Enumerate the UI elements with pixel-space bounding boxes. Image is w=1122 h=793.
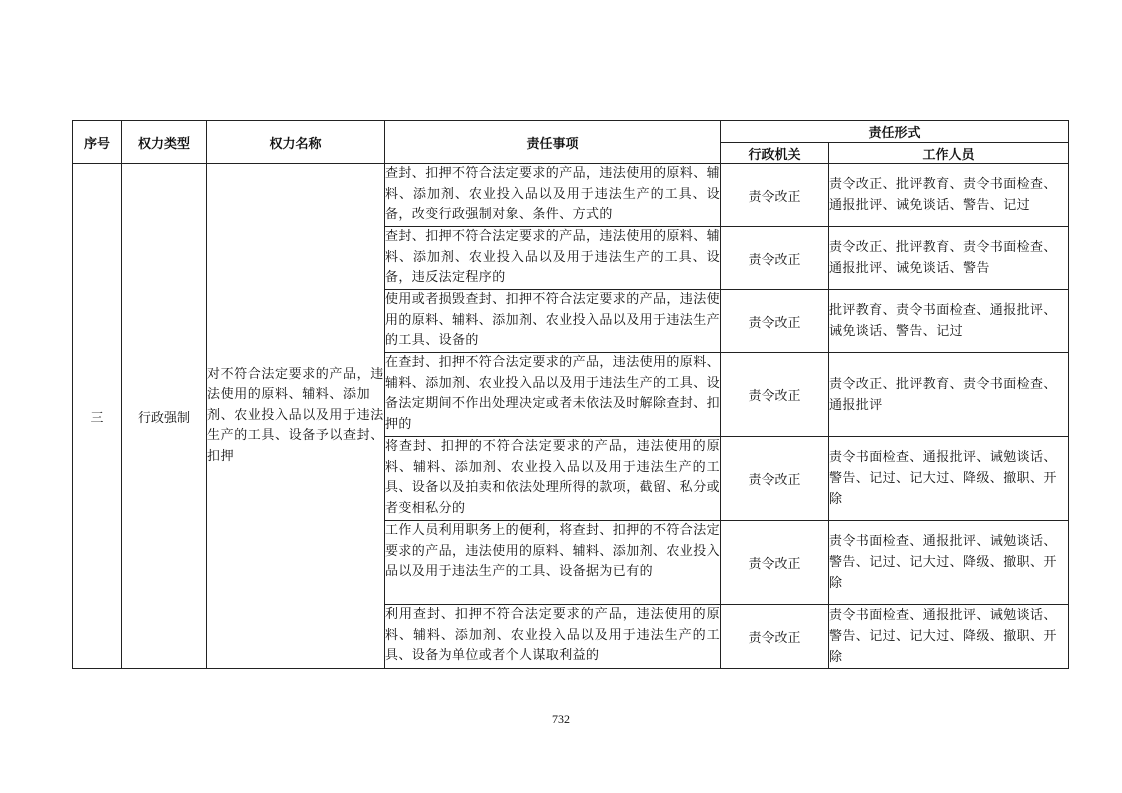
row-staff: 责令书面检查、通报批评、诫勉谈话、警告、记过、记大过、降级、撤职、开除 [829,521,1069,605]
row-matter: 查封、扣押不符合法定要求的产品，违法使用的原料、辅料、添加剂、农业投入品以及用于违法生产的工具、设备，违反法定程序的 [385,227,721,290]
row-org: 责令改正 [721,290,829,353]
header-power-name: 权力名称 [207,121,385,164]
row-matter: 将查封、扣押的不符合法定要求的产品，违法使用的原料、辅料、添加剂、农业投入品以及用于违法生产的工具、设备以及拍卖和依法处理所得的款项，截留、私分或者变相私分的 [385,437,721,521]
header-org: 行政机关 [721,143,829,164]
row-org: 责令改正 [721,521,829,605]
row-staff: 责令书面检查、通报批评、诫勉谈话、警告、记过、记大过、降级、撤职、开除 [829,605,1069,669]
row-org: 责令改正 [721,437,829,521]
table-row [73,164,1069,227]
group-power-name: 对不符合法定要求的产品，违法使用的原料、辅料、添加剂、农业投入品以及用于违法生产的工具、设备予以查封、扣押 [207,164,385,669]
page-number: 732 [552,712,570,726]
row-org: 责令改正 [721,164,829,227]
row-matter: 使用或者损毁查封、扣押不符合法定要求的产品，违法使用的原料、辅料、添加剂、农业投入品以及用于违法生产的工具、设备的 [385,290,721,353]
header-seq: 序号 [73,121,122,164]
group-power-type: 行政强制 [122,164,207,669]
row-matter: 查封、扣押不符合法定要求的产品，违法使用的原料、辅料、添加剂、农业投入品以及用于违法生产的工具、设备，改变行政强制对象、条件、方式的 [385,164,721,227]
group-seq: 三 [73,164,122,669]
row-org: 责令改正 [721,353,829,437]
row-matter: 工作人员利用职务上的便利，将查封、扣押的不符合法定要求的产品，违法使用的原料、辅料、添加剂、农业投入品以及用于违法生产的工具、设备据为已有的 [385,521,721,605]
row-org: 责令改正 [721,605,829,669]
header-row-1 [73,121,1069,143]
row-staff: 批评教育、责令书面检查、通报批评、诫免谈话、警告、记过 [829,290,1069,353]
header-power-type: 权力类型 [122,121,207,164]
row-staff: 责令改正、批评教育、责令书面检查、通报批评 [829,353,1069,437]
row-matter: 利用查封、扣押不符合法定要求的产品，违法使用的原料、辅料、添加剂、农业投入品以及用于违法生产的工具、设备为单位或者个人谋取利益的 [385,605,721,669]
header-matter: 责任事项 [385,121,721,164]
row-staff: 责令改正、批评教育、责令书面检查、通报批评、诫免谈话、警告 [829,227,1069,290]
responsibility-table [72,120,1069,669]
header-form: 责任形式 [721,121,1069,143]
header-staff: 工作人员 [829,143,1069,164]
row-staff: 责令改正、批评教育、责令书面检查、通报批评、诫免谈话、警告、记过 [829,164,1069,227]
row-staff: 责令书面检查、通报批评、诫勉谈话、警告、记过、记大过、降级、撤职、开除 [829,437,1069,521]
row-org: 责令改正 [721,227,829,290]
row-matter: 在查封、扣押不符合法定要求的产品，违法使用的原料、辅料、添加剂、农业投入品以及用于违法生产的工具、设备法定期间不作出处理决定或者未依法及时解除查封、扣押的 [385,353,721,437]
